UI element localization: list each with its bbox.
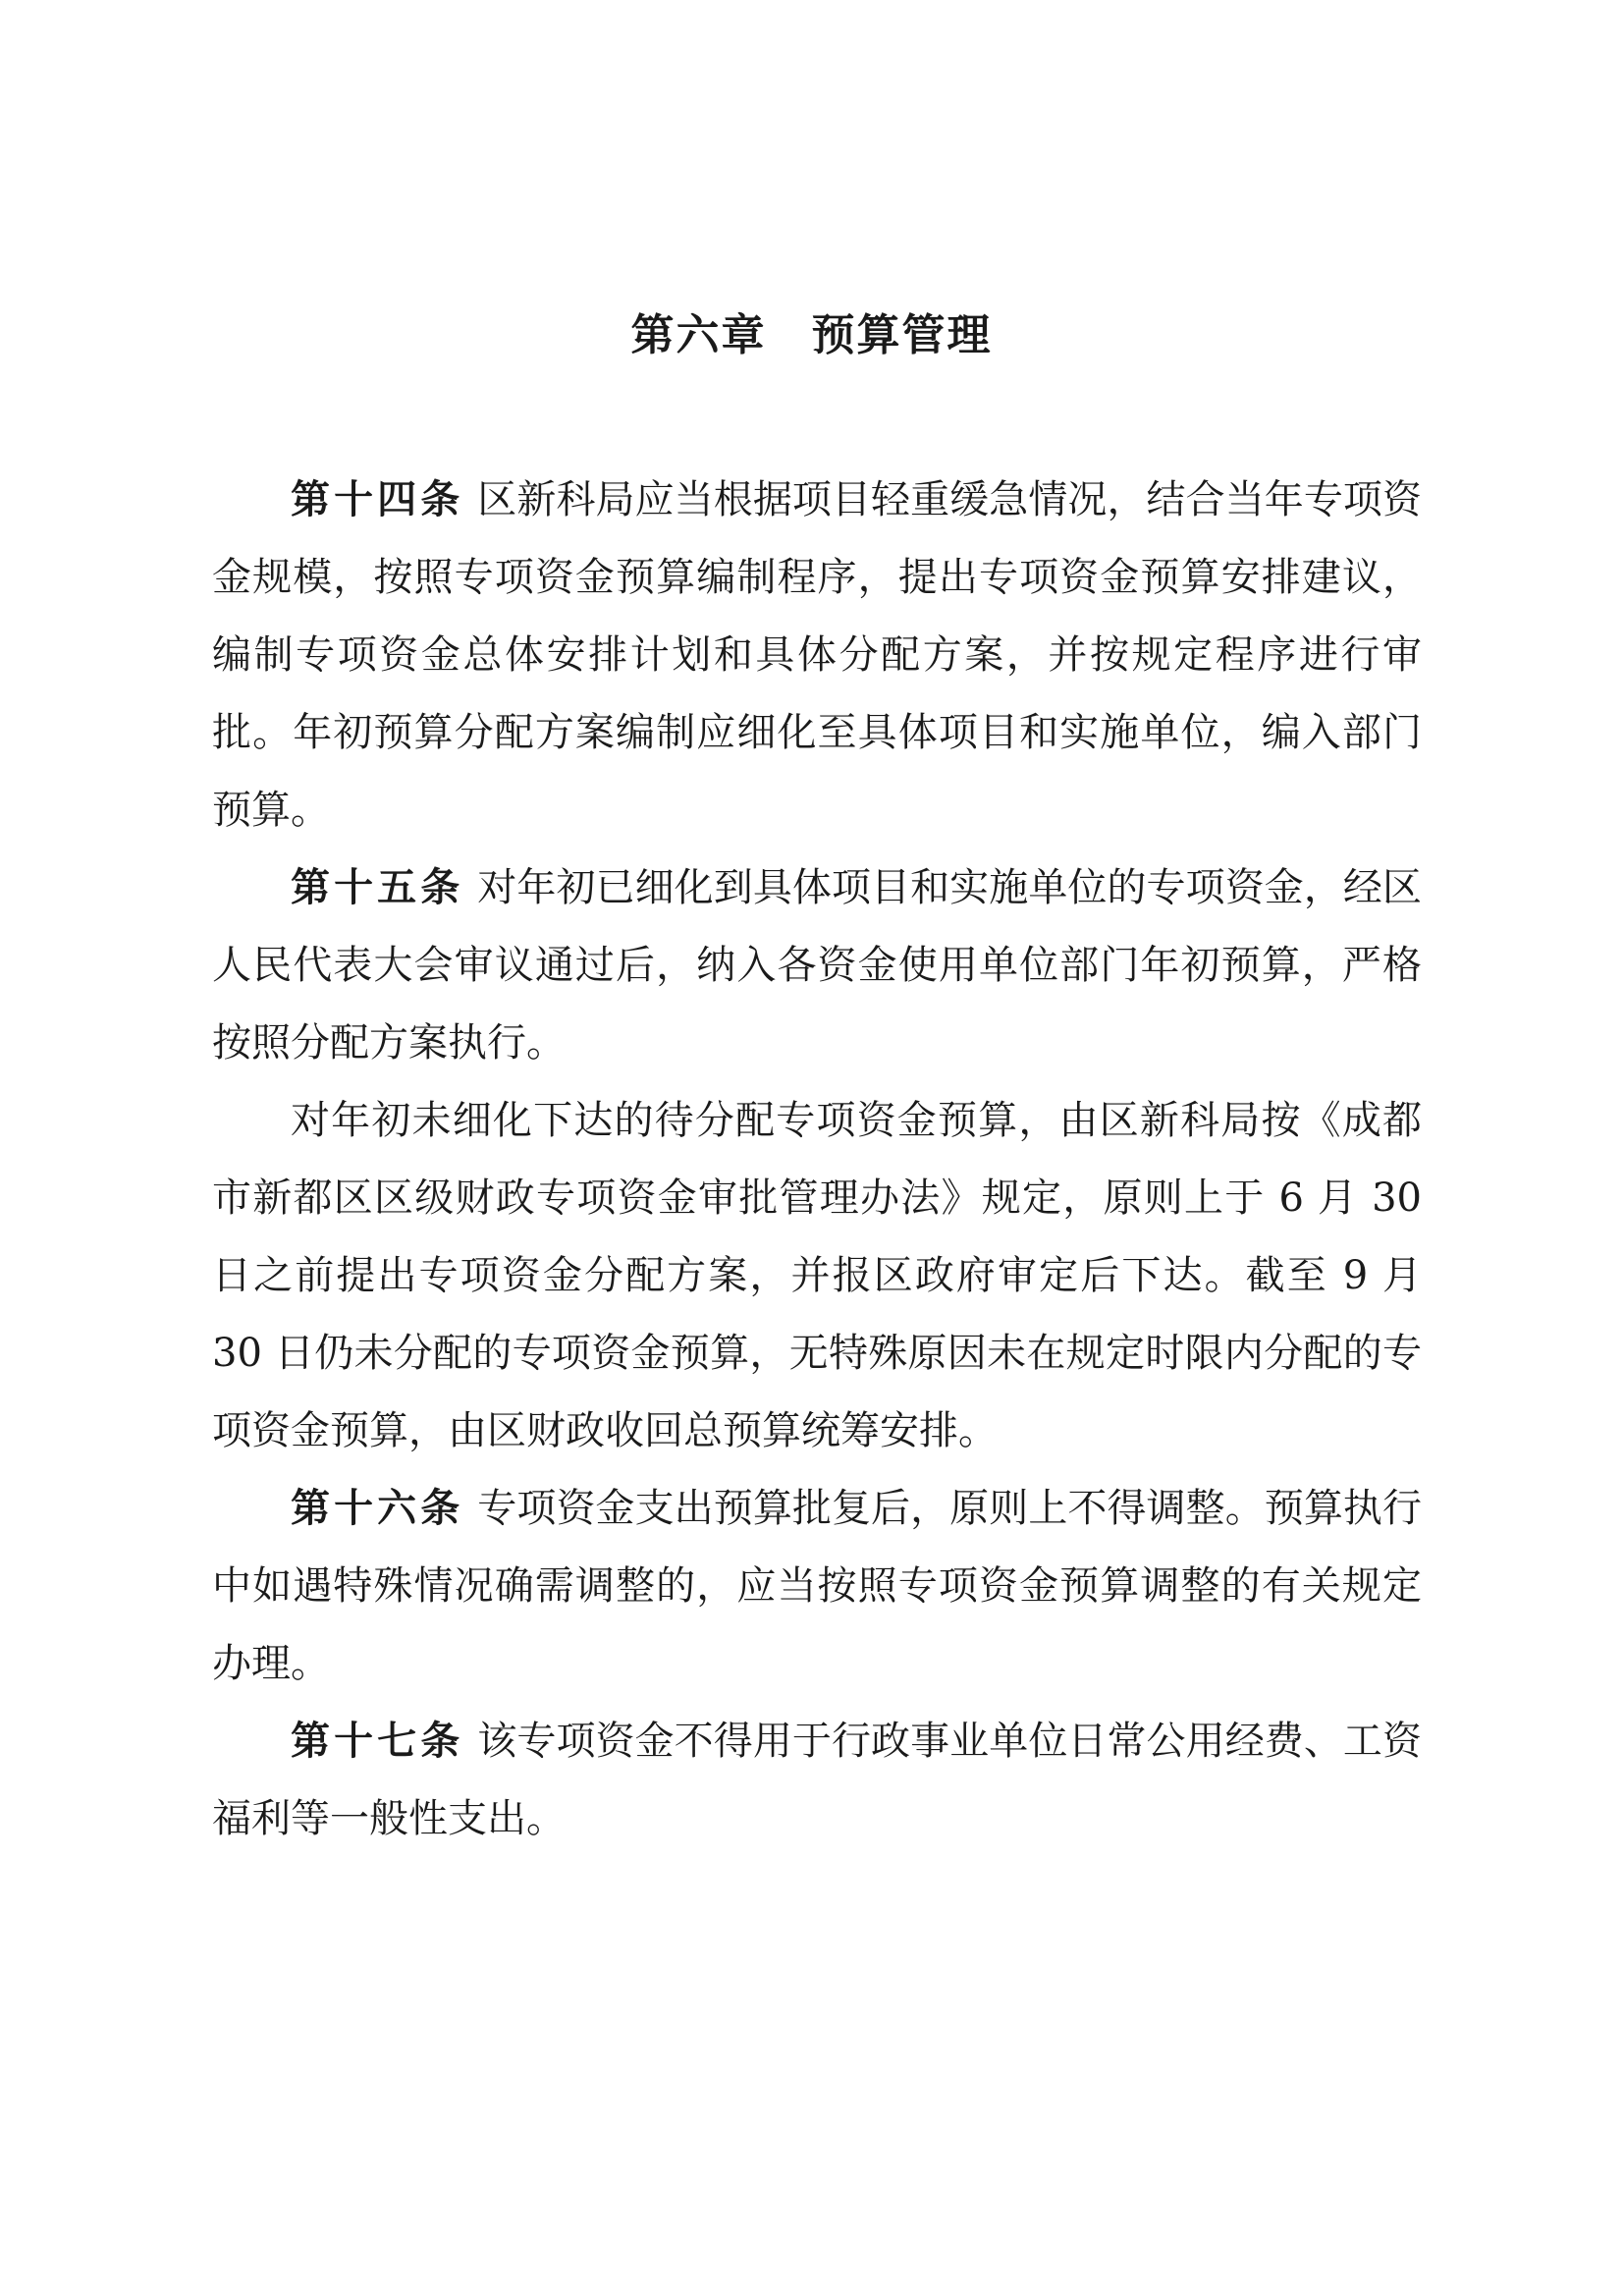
article-number: 第十五条 (291, 865, 464, 910)
article-text: 专项资金支出预算批复后，原则上不得调整。预算执行中如遇特殊情况确需调整的，应当按照专项资金预算调整的有关规定办理。 (212, 1486, 1422, 1686)
article-15-paragraph-2 (212, 1082, 1422, 1470)
article-17 (212, 1703, 1422, 1858)
article-text: 对年初已细化到具体项目和实施单位的专项资金，经区人民代表大会审议通过后，纳入各资金使用单位部门年初预算，严格按照分配方案执行。 (212, 865, 1422, 1066)
chapter-title: 第六章 预算管理 (630, 310, 993, 360)
article-number: 第十六条 (291, 1486, 464, 1531)
article-text: 对年初未细化下达的待分配专项资金预算，由区新科局按《成都市新都区区级财政专项资金审批管理办法》规定，原则上于 6 月 30 日之前提出专项资金分配方案，并报区政府审定后下达。截至 9 月 30 日仍未分配的专项资金预算，无特殊原因未在规定时限内分配的专项资金预算，由区财政收回总预算统筹安排。 (212, 1098, 1422, 1453)
article-15 (212, 849, 1422, 1082)
article-text: 该专项资金不得用于行政事业单位日常公用经费、工资福利等一般性支出。 (212, 1719, 1422, 1841)
document-body (212, 462, 1422, 1858)
article-14 (212, 462, 1422, 849)
article-number: 第十七条 (291, 1719, 464, 1764)
article-text: 区新科局应当根据项目轻重缓急情况，结合当年专项资金规模，按照专项资金预算编制程序，提出专项资金预算安排建议，编制专项资金总体安排计划和具体分配方案，并按规定程序进行审批。年初预算分配方案编制应细化至具体项目和实施单位，编入部门预算。 (212, 477, 1422, 833)
article-16 (212, 1470, 1422, 1703)
article-number: 第十四条 (291, 477, 464, 522)
